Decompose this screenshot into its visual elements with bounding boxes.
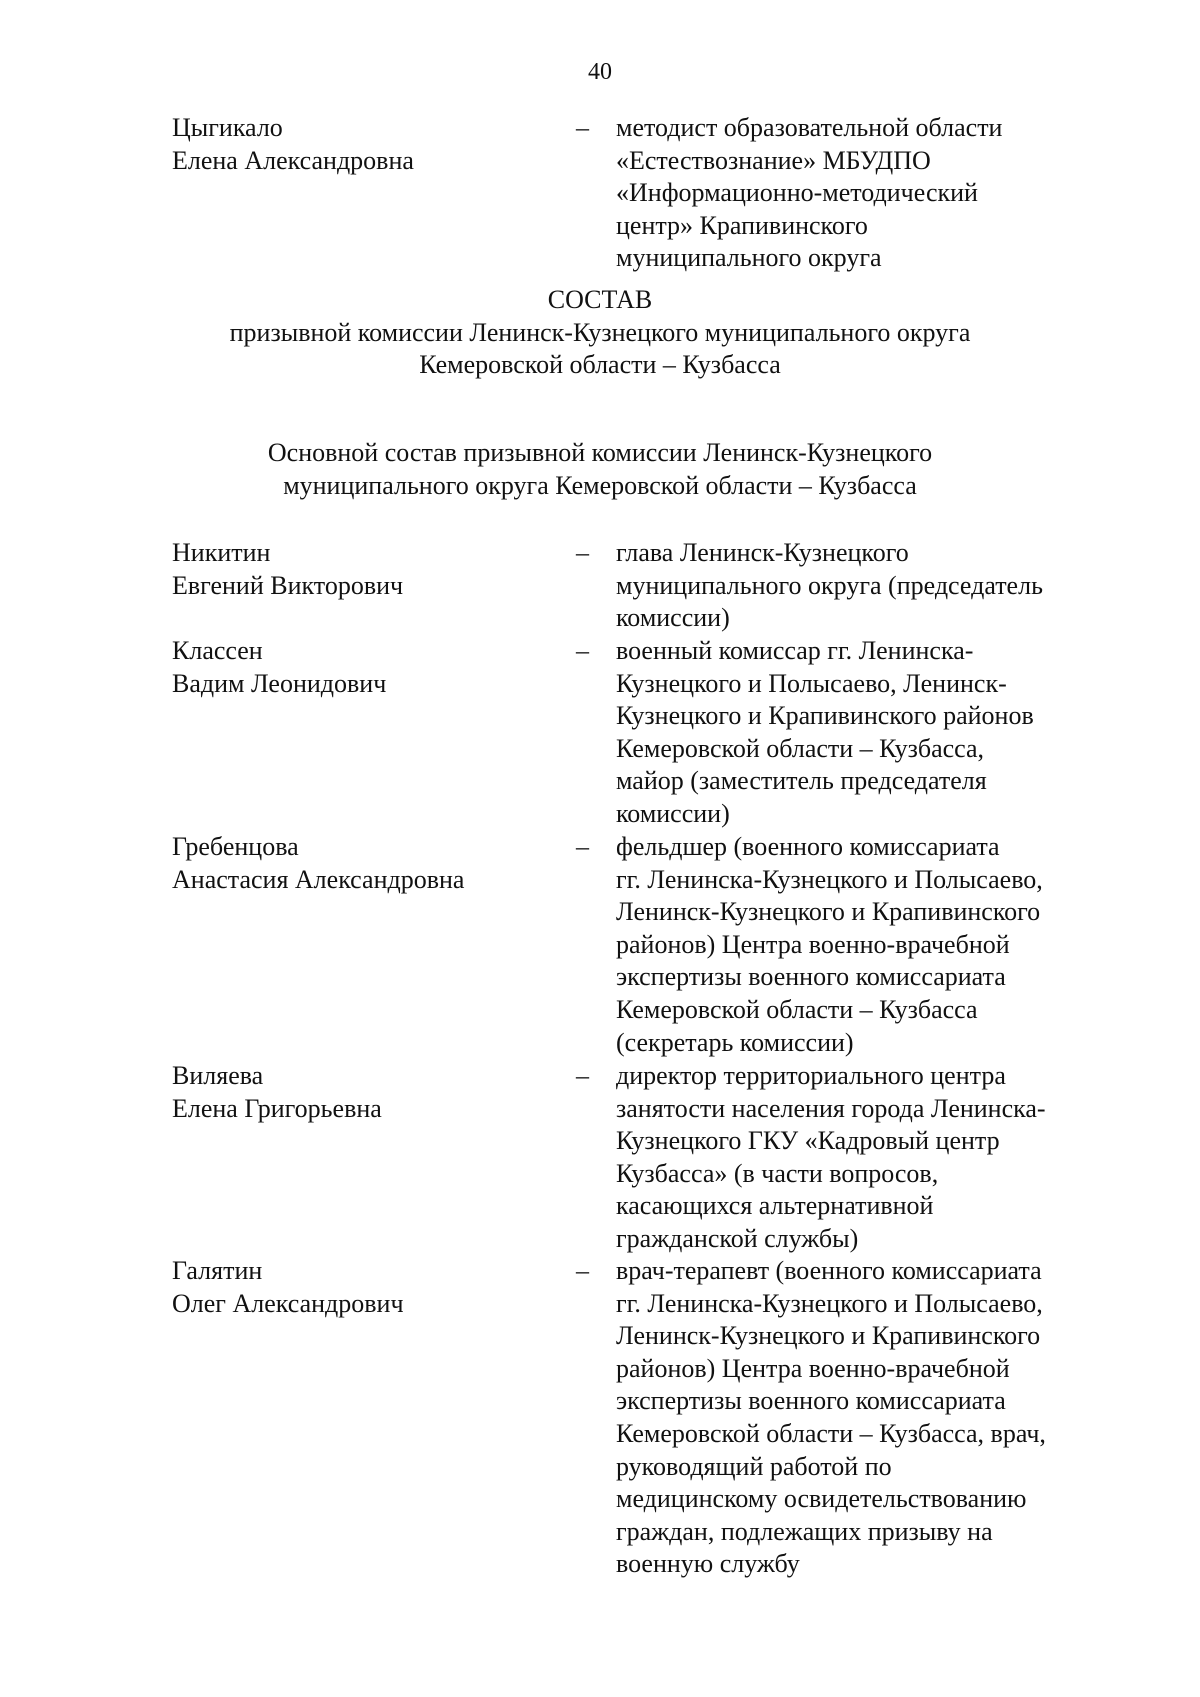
description-line: «Естествознание» МБУДПО (616, 145, 931, 175)
subtitle-line: Основной состав призывной комиссии Ленинск-Кузнецкого (267, 438, 933, 467)
description-line: экспертизы военного комиссариата (616, 962, 1006, 992)
member-name (172, 1060, 552, 1125)
member-name (172, 1255, 552, 1320)
member-description (616, 112, 1116, 275)
description-line: комиссии) (616, 603, 730, 633)
description-line: Кузнецкого и Полысаево, Ленинск- (616, 668, 1007, 698)
separator-dash: – (576, 1256, 589, 1285)
member-surname: Гребенцова (172, 832, 299, 861)
description-line: майор (заместитель председателя (616, 766, 987, 796)
description-line: граждан, подлежащих призыву на (616, 1516, 993, 1546)
member-name (172, 635, 552, 700)
member-surname: Классен (172, 636, 263, 665)
description-line: муниципального округа (616, 243, 882, 273)
description-line: Кемеровской области – Кузбасса (616, 994, 978, 1024)
description-line: Ленинск-Кузнецкого и Крапивинского (616, 897, 1041, 927)
description-line: центр» Крапивинского (616, 210, 868, 240)
description-line: касающихся альтернативной (616, 1191, 934, 1221)
member-name (172, 112, 552, 177)
title-main: СОСТАВ (547, 285, 653, 314)
separator-dash: – (576, 636, 589, 665)
member-description (616, 1255, 1116, 1581)
member-name (172, 537, 552, 602)
description-line: экспертизы военного комиссариата (616, 1386, 1006, 1416)
separator-dash: – (576, 538, 589, 567)
member-given-name: Евгений Викторович (172, 570, 404, 600)
description-line: Кузнецкого ГКУ «Кадровый центр (616, 1126, 1000, 1156)
member-surname: Виляева (172, 1061, 264, 1090)
description-line: директор территориального центра (616, 1061, 1006, 1090)
description-line: (секретарь комиссии) (616, 1027, 854, 1057)
title-line: призывной комиссии Ленинск-Кузнецкого муниципального округа (229, 317, 971, 347)
description-line: гражданской службы) (616, 1223, 859, 1253)
description-line: «Информационно-методический (616, 178, 978, 208)
description-line: медицинскому освидетельствованию (616, 1484, 1027, 1514)
description-line: комиссии) (616, 798, 730, 828)
description-line: глава Ленинск-Кузнецкого (616, 538, 909, 567)
description-line: занятости населения города Ленинска- (616, 1093, 1046, 1123)
description-line: врач-терапевт (военного комиссариата (616, 1256, 1042, 1285)
description-line: районов) Центра военно-врачебной (616, 929, 1010, 959)
description-line: Кузнецкого и Крапивинского районов (616, 701, 1034, 731)
description-line: районов) Центра военно-врачебной (616, 1353, 1010, 1383)
member-description (616, 1060, 1116, 1256)
title-line: Кемеровской области – Кузбасса (419, 350, 781, 380)
description-line: Кемеровской области – Кузбасса, врач, (616, 1418, 1046, 1448)
description-line: Кемеровской области – Кузбасса, (616, 733, 985, 763)
member-given-name: Елена Григорьевна (172, 1093, 382, 1123)
description-line: фельдшер (военного комиссариата (616, 832, 1000, 861)
description-line: Кузбасса» (в части вопросов, (616, 1158, 939, 1188)
description-line: военную службу (616, 1549, 800, 1579)
member-surname: Цыгикало (172, 113, 283, 142)
member-surname: Никитин (172, 538, 271, 567)
separator-dash: – (576, 1061, 589, 1090)
member-surname: Галятин (172, 1256, 263, 1285)
separator-dash: – (576, 832, 589, 861)
section-subtitle (0, 437, 1200, 502)
description-line: гг. Ленинска-Кузнецкого и Полысаево, (616, 864, 1043, 894)
page-number: 40 (588, 59, 612, 85)
description-line: методист образовательной области (616, 113, 1003, 142)
member-description (616, 831, 1116, 1059)
member-given-name: Вадим Леонидович (172, 668, 387, 698)
subtitle-line: муниципального округа Кемеровской области – Кузбасса (283, 470, 917, 500)
description-line: Ленинск-Кузнецкого и Крапивинского (616, 1321, 1041, 1351)
member-description (616, 537, 1116, 635)
description-line: руководящий работой по (616, 1451, 892, 1481)
member-name (172, 831, 552, 896)
member-given-name: Анастасия Александровна (172, 864, 465, 894)
member-given-name: Елена Александровна (172, 145, 414, 175)
description-line: гг. Ленинска-Кузнецкого и Полысаево, (616, 1288, 1043, 1318)
separator-dash: – (576, 113, 589, 142)
description-line: военный комиссар гг. Ленинска- (616, 636, 974, 665)
description-line: муниципального округа (председатель (616, 570, 1043, 600)
member-description (616, 635, 1116, 831)
member-given-name: Олег Александрович (172, 1288, 404, 1318)
section-title (0, 284, 1200, 382)
